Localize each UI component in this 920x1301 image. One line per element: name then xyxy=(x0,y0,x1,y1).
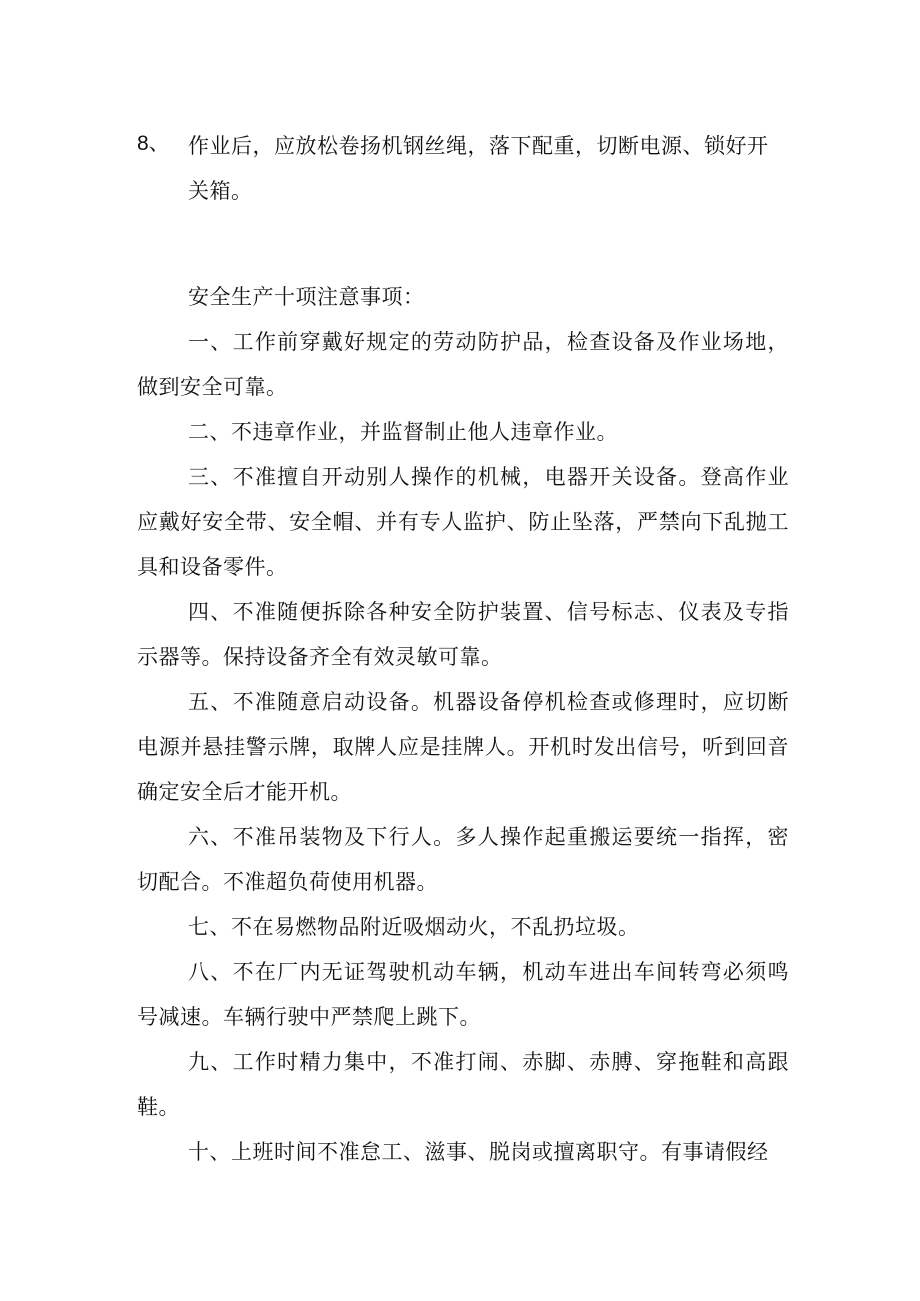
rule-6: 六、不准吊装物及下行人。多人操作起重搬运要统一指挥，密切配合。不准超负荷使用机器。 xyxy=(137,825,789,894)
rule-2: 二、不违章作业，并监督制止他人违章作业。 xyxy=(188,420,618,444)
list-item-text: 作业后，应放松卷扬机钢丝绳，落下配重，切断电源、锁好开关箱。 xyxy=(188,134,769,203)
rule-1: 一、工作前穿戴好规定的劳动防护品，检查设备及作业场地，做到安全可靠。 xyxy=(137,330,789,399)
rule-3: 三、不准擅自开动别人操作的机械，电器开关设备。登高作业应戴好安全带、安全帽、并有专人监护、防止坠落，严禁向下乱抛工具和设备零件。 xyxy=(137,465,789,579)
safety-rules-section xyxy=(137,275,789,1175)
rule-4: 四、不准随便拆除各种安全防护装置、信号标志、仪表及专指示器等。保持设备齐全有效灵敏可靠。 xyxy=(137,600,789,669)
rule-10: 十、上班时间不准怠工、滋事、脱岗或擅离职守。有事请假经 xyxy=(188,1140,769,1164)
rule-5: 五、不准随意启动设备。机器设备停机检查或修理时，应切断电源并悬挂警示牌，取牌人应是挂牌人。开机时发出信号，听到回音确定安全后才能开机。 xyxy=(137,690,789,804)
rule-7: 七、不在易燃物品附近吸烟动火，不乱扔垃圾。 xyxy=(188,915,640,939)
list-item-number: 8、 xyxy=(137,132,170,155)
rule-8: 八、不在厂内无证驾驶机动车辆，机动车进出车间转弯必须鸣号减速。车辆行驶中严禁爬上跳下。 xyxy=(137,960,789,1029)
section-heading: 安全生产十项注意事项： xyxy=(188,285,425,309)
rule-9: 九、工作时精力集中，不准打闹、赤脚、赤膊、穿拖鞋和高跟鞋。 xyxy=(137,1050,789,1119)
